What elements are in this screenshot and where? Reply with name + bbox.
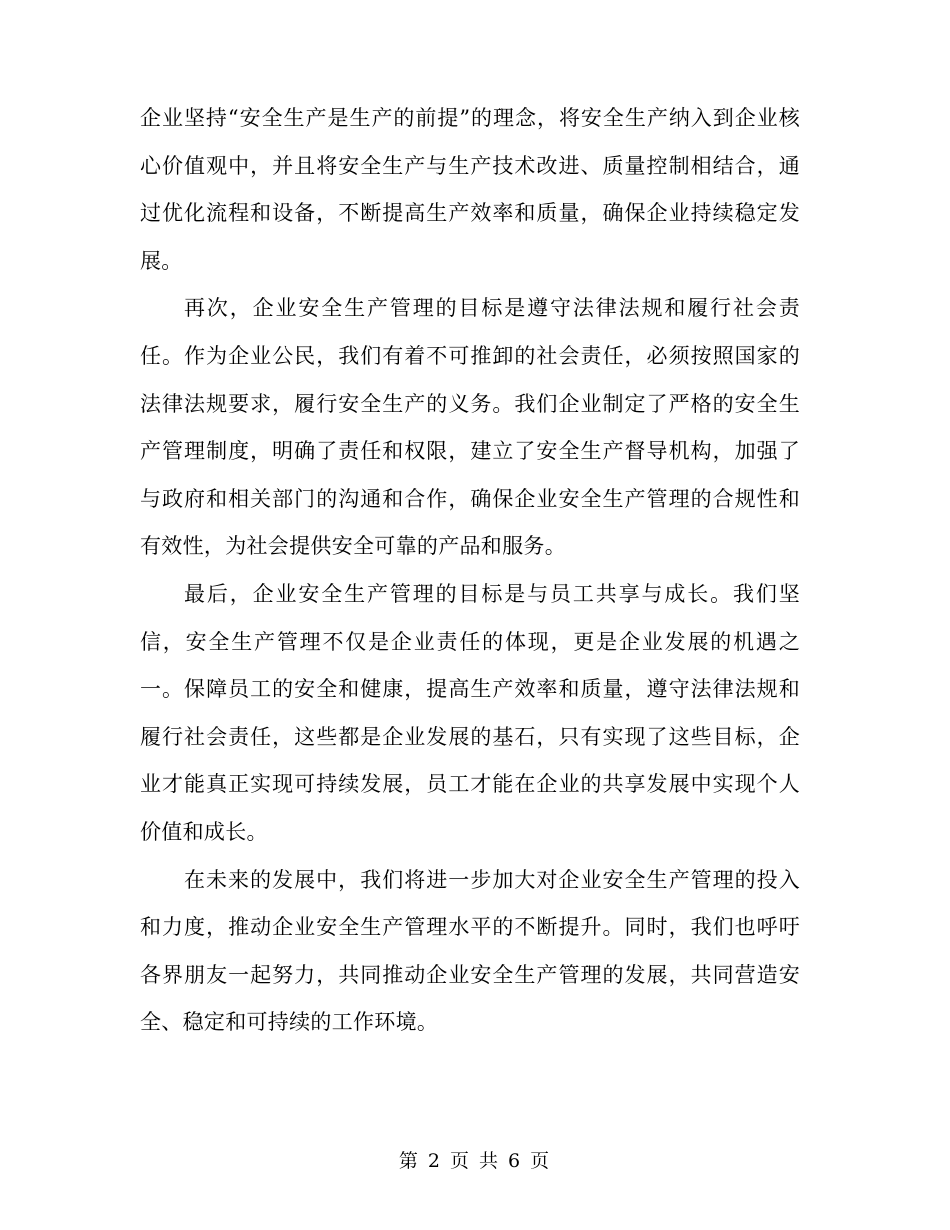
page-number-footer: 第 2 页 共 6 页: [398, 1150, 552, 1172]
paragraph-continuation: 企业坚持“安全生产是生产的前提”的理念，将安全生产纳入到企业核心价值观中，并且将安全生产与生产技术改进、质量控制相结合，通过优化流程和设备，不断提高生产效率和质量，确保企业持续稳定发展。: [140, 106, 800, 273]
paragraph-future-outlook: 在未来的发展中，我们将进一步加大对企业安全生产管理的投入和力度，推动企业安全生产管理水平的不断提升。同时，我们也呼吁各界朋友一起努力，共同推动企业安全生产管理的发展，共同营造安全、稳定和可持续的工作环境。: [140, 867, 800, 1035]
document-body: [140, 95, 800, 1047]
paragraph-social-responsibility: 再次，企业安全生产管理的目标是遵守法律法规和履行社会责任。作为企业公民，我们有着不可推卸的社会责任，必须按照国家的法律法规要求，履行安全生产的义务。我们企业制定了严格的安全生产管理制度，明确了责任和权限，建立了安全生产督导机构，加强了与政府和相关部门的沟通和合作，确保企业安全生产管理的合规性和有效性，为社会提供安全可靠的产品和服务。: [140, 296, 800, 559]
paragraph-employee-growth: 最后，企业安全生产管理的目标是与员工共享与成长。我们坚信，安全生产管理不仅是企业责任的体现，更是企业发展的机遇之一。保障员工的安全和健康，提高生产效率和质量，遵守法律法规和履行社会责任，这些都是企业发展的基石，只有实现了这些目标，企业才能真正实现可持续发展，员工才能在企业的共享发展中实现个人价值和成长。: [140, 581, 800, 844]
